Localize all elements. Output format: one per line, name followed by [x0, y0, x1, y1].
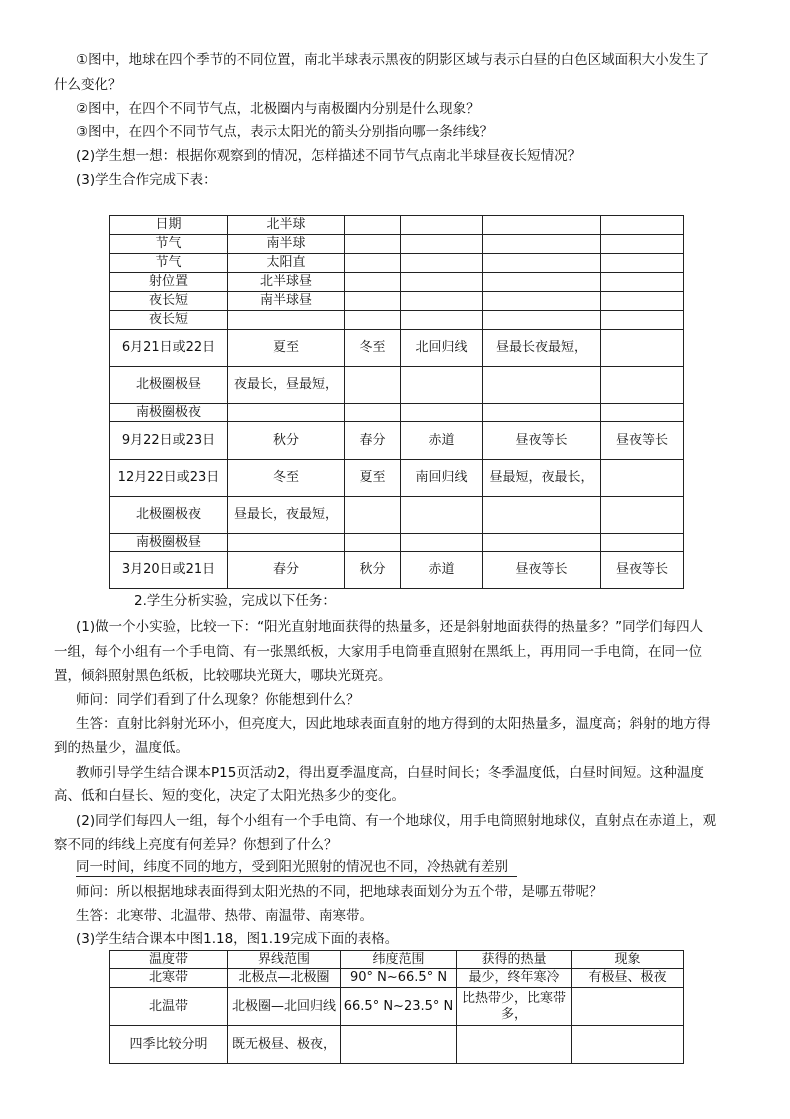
- table-cell: 赤道: [401, 552, 483, 589]
- teacher-guide-line2: 高、低和白昼长、短的变化，决定了太阳光热多少的变化。: [54, 788, 405, 804]
- table-cell: 北寒带: [110, 969, 228, 988]
- table-cell: 6月21日或22日: [110, 330, 228, 367]
- table-cell: [228, 534, 345, 552]
- table-cell: [401, 292, 483, 311]
- table-row: [110, 235, 684, 254]
- paragraph-table-intro: (3)学生合作完成下表：: [76, 172, 217, 188]
- experiment1-line2: 一组，每个小组有一个手电筒、有一张黑纸板，大家用手电筒垂直照射在黑纸上，再用同一手电筒，在同一位: [54, 644, 702, 660]
- table-cell: [483, 497, 601, 534]
- table-cell: 90° N~66.5° N: [341, 969, 457, 988]
- table-row: [110, 534, 684, 552]
- table-cell: 秋分: [345, 552, 401, 589]
- table-cell: [601, 367, 684, 404]
- table-cell: 北回归线: [401, 330, 483, 367]
- paragraph-q3: ③图中，在四个不同节气点，表示太阳光的箭头分别指向哪一条纬线？: [76, 124, 494, 140]
- teacher-question-1: 师问：同学们看到了什么现象？你能想到什么？: [76, 692, 360, 708]
- table-row: [110, 552, 684, 589]
- table-cell: 冬至: [228, 460, 345, 497]
- table-cell: 太阳直: [228, 254, 345, 273]
- table-cell: 昼最长，夜最短，: [228, 497, 345, 534]
- table-row: [110, 254, 684, 273]
- student-answer-1-line1: 生答：直射比斜射光环小，但亮度大，因此地球表面直射的地方得到的太阳热量多，温度高；斜射的地方得: [76, 716, 711, 732]
- table-cell: 昼夜等长: [483, 422, 601, 460]
- table-cell: 南回归线: [401, 460, 483, 497]
- table-cell: 9月22日或23日: [110, 422, 228, 460]
- table-cell: [572, 988, 684, 1026]
- table-cell: [345, 216, 401, 235]
- section2-heading: 2.学生分析实验，完成以下任务：: [134, 593, 336, 609]
- temperature-zone-table: [109, 950, 684, 1064]
- table-cell: 比热带少，比寒带多，: [457, 988, 572, 1026]
- table-cell: 12月22日或23日: [110, 460, 228, 497]
- table-cell: 冬至: [345, 330, 401, 367]
- table-cell: 春分: [345, 422, 401, 460]
- table-cell: [601, 292, 684, 311]
- table-cell: [401, 273, 483, 292]
- table-cell: [345, 254, 401, 273]
- underlined-conclusion: [76, 857, 517, 877]
- table-cell: 夜最长，昼最短，: [228, 367, 345, 404]
- table-cell: 夜长短: [110, 311, 228, 330]
- table-cell: 既无极昼、极夜，: [228, 1026, 341, 1064]
- table-cell: 夏至: [228, 330, 345, 367]
- table-cell: [345, 292, 401, 311]
- table-cell: 昼夜等长: [483, 552, 601, 589]
- table-cell: [401, 216, 483, 235]
- table-cell: 秋分: [228, 422, 345, 460]
- table-cell: [483, 273, 601, 292]
- student-answer-2: 生答：北寒带、北温带、热带、南温带、南寒带。: [76, 908, 373, 924]
- table-cell: 昼最长夜最短，: [483, 330, 601, 367]
- table-cell: [483, 254, 601, 273]
- table-cell: [483, 311, 601, 330]
- table-row: [110, 969, 684, 988]
- table-cell: [345, 273, 401, 292]
- table-cell: [345, 497, 401, 534]
- table-cell: [601, 311, 684, 330]
- table-cell: 节气: [110, 235, 228, 254]
- table-cell: 昼夜等长: [601, 552, 684, 589]
- table-cell: 昼夜等长: [601, 422, 684, 460]
- table-cell: 北温带: [110, 988, 228, 1026]
- table-cell: 北半球昼: [228, 273, 345, 292]
- table-cell: [601, 254, 684, 273]
- table-cell: 北极点—北极圈: [228, 969, 341, 988]
- table-cell: [457, 1026, 572, 1064]
- table-cell: 北极圈—北回归线: [228, 988, 341, 1026]
- table-cell: [601, 273, 684, 292]
- table-cell: 66.5° N~23.5° N: [341, 988, 457, 1026]
- table-cell: [401, 534, 483, 552]
- underlined-text: 同一时间，纬度不同的地方，受到阳光照射的情况也不同，冷热就有差别: [76, 859, 508, 875]
- table-cell: [601, 235, 684, 254]
- table-cell: 四季比较分明: [110, 1026, 228, 1064]
- table-cell: [572, 1026, 684, 1064]
- table-row: [110, 422, 684, 460]
- paragraph-q1-line1: ①图中，地球在四个季节的不同位置，南北半球表示黑夜的阴影区域与表示白昼的白色区域面积大小发生了: [76, 52, 710, 68]
- table-cell: 赤道: [401, 422, 483, 460]
- table-cell: 昼最短，夜最长，: [483, 460, 601, 497]
- table-cell: [228, 404, 345, 422]
- student-answer-1-line2: 到的热量少，温度低。: [54, 740, 189, 756]
- table-cell: [601, 460, 684, 497]
- table-cell: 节气: [110, 254, 228, 273]
- paragraph-think: (2)学生想一想：根据你观察到的情况，怎样描述不同节气点南北半球昼夜长短情况？: [76, 148, 582, 164]
- table-cell: 北半球: [228, 216, 345, 235]
- table-cell: [483, 534, 601, 552]
- table-row: [110, 292, 684, 311]
- table-cell: [401, 235, 483, 254]
- paragraph-q1-line2: 什么变化？: [54, 77, 122, 93]
- table-cell: [483, 292, 601, 311]
- experiment2-line2: 察不同的纬线上亮度有何差异？你想到了什么？: [54, 837, 338, 853]
- teacher-guide-line1: 教师引导学生结合课本P15页活动2，得出夏季温度高，白昼时间长；冬季温度低，白昼时间短。这种温度: [76, 765, 704, 781]
- table-cell: 北极圈极昼: [110, 367, 228, 404]
- table-cell: [401, 254, 483, 273]
- table-cell: 北极圈极夜: [110, 497, 228, 534]
- table-cell: 有极昼、极夜: [572, 969, 684, 988]
- table-cell: [483, 216, 601, 235]
- table-row: [110, 404, 684, 422]
- table-cell: [401, 311, 483, 330]
- table-row: [110, 216, 684, 235]
- table-cell: [345, 534, 401, 552]
- table-cell: 南半球昼: [228, 292, 345, 311]
- table-row: [110, 1026, 684, 1064]
- paragraph-q2: ②图中，在四个不同节气点，北极圈内与南极圈内分别是什么现象？: [76, 101, 480, 117]
- table-row: [110, 330, 684, 367]
- table-cell: 射位置: [110, 273, 228, 292]
- experiment2-line1: (2)同学们每四人一组，每个小组有一个手电筒、有一个地球仪，用手电筒照射地球仪，直射点在赤道上，观: [76, 813, 717, 829]
- table-header-cell: 现象: [572, 951, 684, 969]
- table-cell: [341, 1026, 457, 1064]
- table-cell: 春分: [228, 552, 345, 589]
- table-cell: [483, 235, 601, 254]
- table-row: [110, 311, 684, 330]
- table-cell: [601, 330, 684, 367]
- table-cell: [345, 311, 401, 330]
- table-header-cell: 获得的热量: [457, 951, 572, 969]
- table-cell: [401, 404, 483, 422]
- table-cell: [228, 311, 345, 330]
- table-cell: [401, 497, 483, 534]
- table-cell: 日期: [110, 216, 228, 235]
- table-cell: [345, 367, 401, 404]
- table-cell: 3月20日或21日: [110, 552, 228, 589]
- solstice-table: [109, 215, 684, 589]
- table-header-cell: 纬度范围: [341, 951, 457, 969]
- teacher-question-2: 师问：所以根据地球表面得到太阳光热的不同，把地球表面划分为五个带，是哪五带呢？: [76, 884, 603, 900]
- table-cell: [401, 367, 483, 404]
- table-cell: 南极圈极夜: [110, 404, 228, 422]
- table-cell: [601, 497, 684, 534]
- table-cell: [483, 367, 601, 404]
- table-cell: 最少，终年寒冷: [457, 969, 572, 988]
- table-header-cell: 温度带: [110, 951, 228, 969]
- table-cell: [601, 534, 684, 552]
- table-header-cell: 界线范围: [228, 951, 341, 969]
- table-cell: [345, 235, 401, 254]
- table-cell: 夜长短: [110, 292, 228, 311]
- table-header-row: [110, 951, 684, 969]
- table-cell: [601, 216, 684, 235]
- table2-intro: (3)学生结合课本中图1.18，图1.19完成下面的表格。: [76, 931, 399, 947]
- table-cell: 南半球: [228, 235, 345, 254]
- table-row: [110, 988, 684, 1026]
- experiment1-line1: (1)做一个小实验，比较一下：“阳光直射地面获得的热量多，还是斜射地面获得的热量多？”同学们每四人: [76, 619, 704, 635]
- table-row: [110, 273, 684, 292]
- table-row: [110, 497, 684, 534]
- table-cell: [345, 404, 401, 422]
- table-cell: [483, 404, 601, 422]
- experiment1-line3: 置，倾斜照射黑色纸板，比较哪块光斑大，哪块光斑亮。: [54, 668, 392, 684]
- table-cell: [601, 404, 684, 422]
- table-row: [110, 460, 684, 497]
- table-cell: 南极圈极昼: [110, 534, 228, 552]
- table-cell: 夏至: [345, 460, 401, 497]
- table-row: [110, 367, 684, 404]
